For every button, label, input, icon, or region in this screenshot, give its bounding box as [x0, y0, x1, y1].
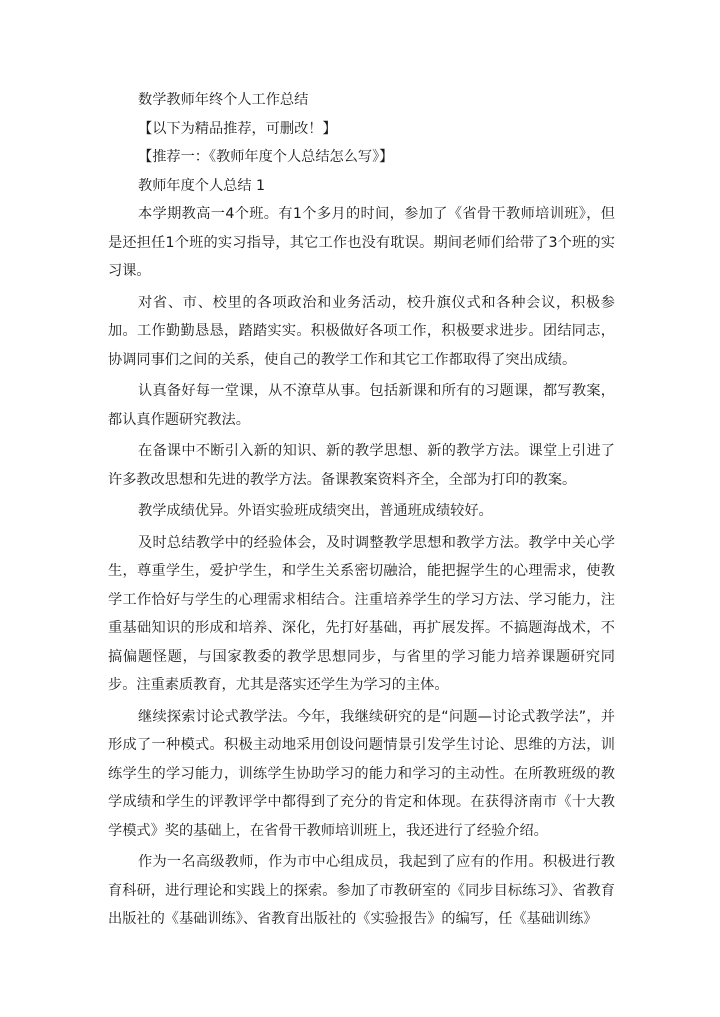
paragraph: 及时总结教学中的经验体会，及时调整教学思想和教学方法。教学中关心学生，尊重学生，爱护学生，和学生关系密切融洽，能把握学生的心理需求，使教学工作恰好与学生的心理需求相结合。注重培养学生的学习方法、学习能力，注重基础知识的形成和培养、深化，先打好基础，再扩展发挥。不搞题海战术，不搞偏题怪题，与国家教委的教学思想同步，与省里的学习能力培养课题研究同步。注重素质教育，尤其是落实还学生为学习的主体。	[108, 534, 615, 693]
paragraph: 在备课中不断引入新的知识、新的教学思想、新的教学方法。课堂上引进了许多教改思想和先进的教学方法。备课教案资料齐全，全部为打印的教案。	[108, 443, 615, 488]
paragraph: 本学期教高一4个班。有1个多月的时间，参加了《省骨干教师培训班》，但是还担任1个班的实习指导，其它工作也没有耽误。期间老师们给带了3个班的实习课。	[108, 206, 615, 279]
section-subtitle: 教师年度个人总结 1	[138, 177, 266, 194]
paragraph: 教学成绩优异。外语实验班成绩突出，普通班成绩较好。	[138, 503, 493, 519]
document-title: 数学教师年终个人工作总结	[138, 92, 309, 108]
recommend-heading: 【推荐一：《教师年度个人总结怎么写》】	[138, 149, 394, 165]
document-body	[108, 86, 615, 937]
paragraph: 作为一名高级教师，作为市中心组成员，我起到了应有的作用。积极进行教育科研，进行理论和实践上的探索。参加了市教研室的《同步目标练习》、省教育出版社的《基础训练》、省教育出版社的《实验报告》的编写，任《基础训练》	[108, 854, 615, 927]
paragraph: 继续探索讨论式教学法。今年，我继续研究的是“问题—讨论式教学法”，并形成了一种模式。积极主动地采用创设问题情景引发学生讨论、思维的方法，训练学生的学习能力，训练学生协助学习的能力和学习的主动性。在所教班级的教学成绩和学生的评教评学中都得到了充分的肯定和体现。在获得济南市《十大教学模式》奖的基础上，在省骨干教师培训班上，我还进行了经验介绍。	[108, 708, 615, 839]
recommend-note: 【以下为精品推荐，可删改！】	[138, 120, 337, 137]
paragraph: 对省、市、校里的各项政治和业务活动，校升旗仪式和各种会议，积极参加。工作勤勤恳恳，踏踏实实。积极做好各项工作，积极要求进步。团结同志，协调同事们之间的关系，使自己的教学工作和其它工作都取得了突出成绩。	[108, 294, 615, 368]
paragraph: 认真备好每一堂课，从不潦草从事。包括新课和所有的习题课，都写教案，都认真作题研究教法。	[108, 383, 615, 428]
